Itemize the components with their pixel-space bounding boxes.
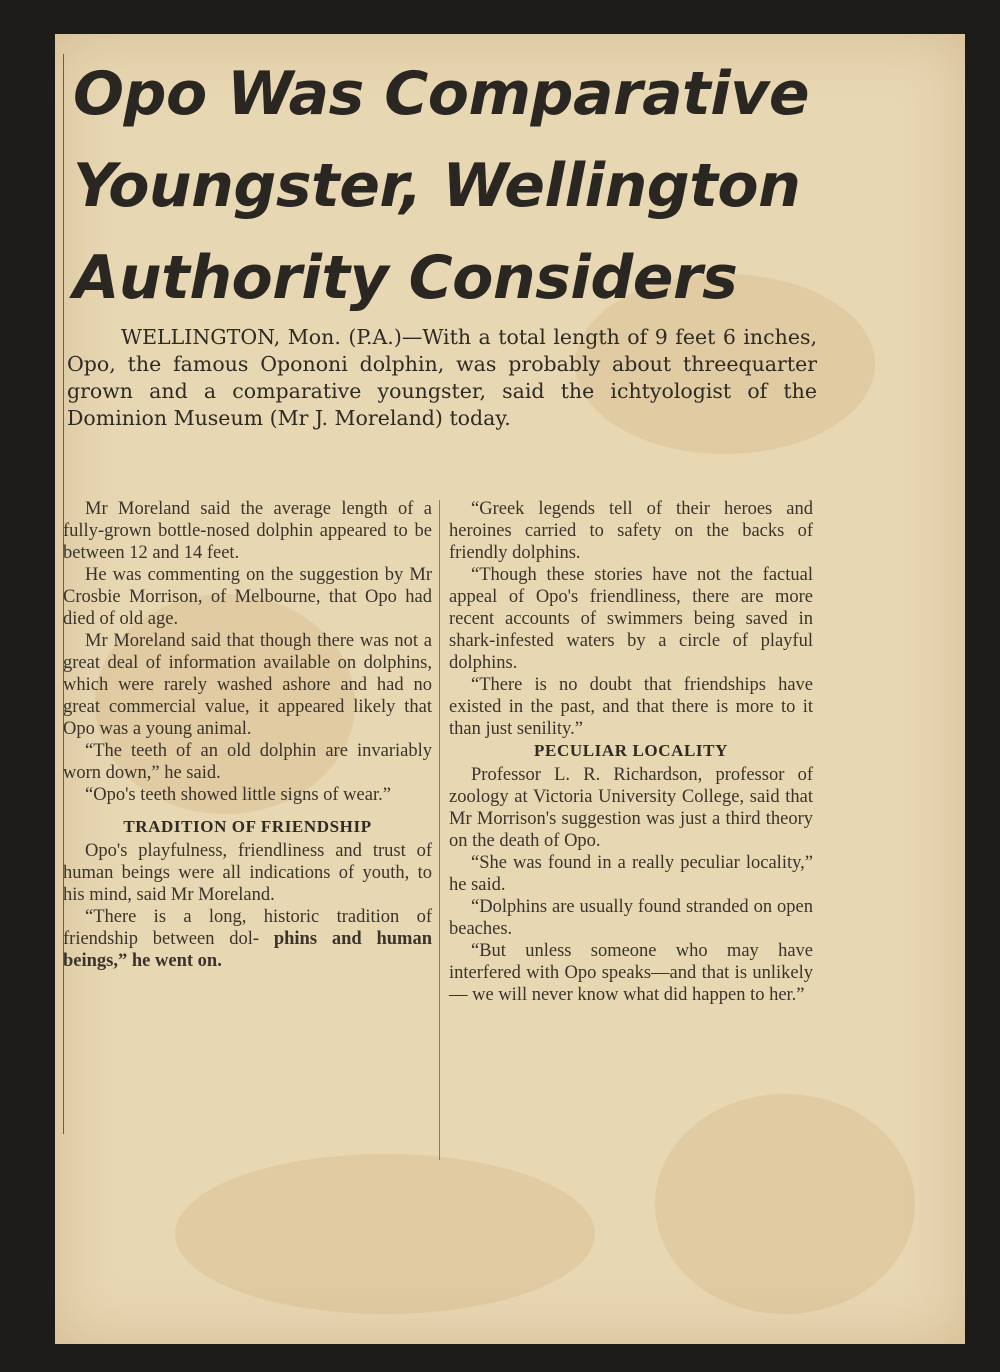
right-paragraph-7: “But unless someone who may have interfered with Opo speaks—and that is unlikely — we will never know what did happen to her.” bbox=[449, 941, 813, 1005]
left-paragraph-5: “Opo's teeth showed little signs of wear.” bbox=[85, 785, 391, 805]
left-column bbox=[63, 498, 432, 972]
right-paragraph-2: “Though these stories have not the factual appeal of Opo's friendliness, there are more recent accounts of swimmers being saved in shark-infested waters by a circle of playful dolphins. bbox=[449, 565, 813, 673]
headline-line-2: Youngster, Wellington bbox=[73, 151, 801, 221]
headline-line-1: Opo Was Comparative bbox=[73, 59, 810, 129]
left-paragraph-1: Mr Moreland said the average length of a fully-grown bottle-nosed dolphin appeared to be between 12 and 14 feet. bbox=[63, 499, 432, 563]
newspaper-clipping bbox=[55, 34, 965, 1344]
subhead-peculiar-locality: PECULIAR LOCALITY bbox=[534, 741, 728, 760]
right-paragraph-3: “There is no doubt that friendships have existed in the past, and that there is more to it than just senility.” bbox=[449, 675, 813, 739]
left-paragraph-7-bold: phins and human beings,” he went on. bbox=[63, 929, 432, 971]
subhead-tradition: TRADITION OF FRIENDSHIP bbox=[123, 817, 372, 836]
right-paragraph-4: Professor L. R. Richardson, professor of zoology at Victoria University College, said that Mr Morrison's suggestion was just a third theory on the death of Opo. bbox=[449, 765, 813, 851]
column-divider bbox=[439, 500, 440, 1160]
left-paragraph-7 bbox=[63, 906, 432, 972]
paper-stain bbox=[655, 1094, 915, 1314]
right-paragraph-1: “Greek legends tell of their heroes and heroines carried to safety on the backs of friendly dolphins. bbox=[449, 499, 813, 563]
right-column bbox=[449, 498, 813, 1006]
right-paragraph-6: “Dolphins are usually found stranded on open beaches. bbox=[449, 897, 813, 939]
right-paragraph-5: “She was found in a really peculiar locality,” he said. bbox=[449, 853, 813, 895]
left-paragraph-2: He was commenting on the suggestion by Mr Crosbie Morrison, of Melbourne, that Opo had died of old age. bbox=[63, 565, 432, 629]
headline bbox=[73, 48, 933, 324]
left-paragraph-4: “The teeth of an old dolphin are invariably worn down,” he said. bbox=[63, 741, 432, 783]
left-paragraph-7-text: “There is a long, historic tradition of friendship between dol- bbox=[63, 907, 432, 949]
left-paragraph-6: Opo's playfulness, friendliness and trust of human beings were all indications of youth, to his mind, said Mr Moreland. bbox=[63, 841, 432, 905]
headline-line-3: Authority Considers bbox=[73, 243, 738, 313]
paper-stain bbox=[175, 1154, 595, 1314]
lead-paragraph: WELLINGTON, Mon. (P.A.)—With a total length of 9 feet 6 inches, Opo, the famous Opononi dolphin, was probably about threequarter grown and a comparative youngster, said the ichtyologist of the Dominion Museum (Mr J. Moreland) today. bbox=[67, 325, 817, 430]
left-paragraph-3: Mr Moreland said that though there was not a great deal of information available on dolphins, which were rarely washed ashore and had no great commercial value, it appeared likely that Opo was a young animal. bbox=[63, 631, 432, 739]
